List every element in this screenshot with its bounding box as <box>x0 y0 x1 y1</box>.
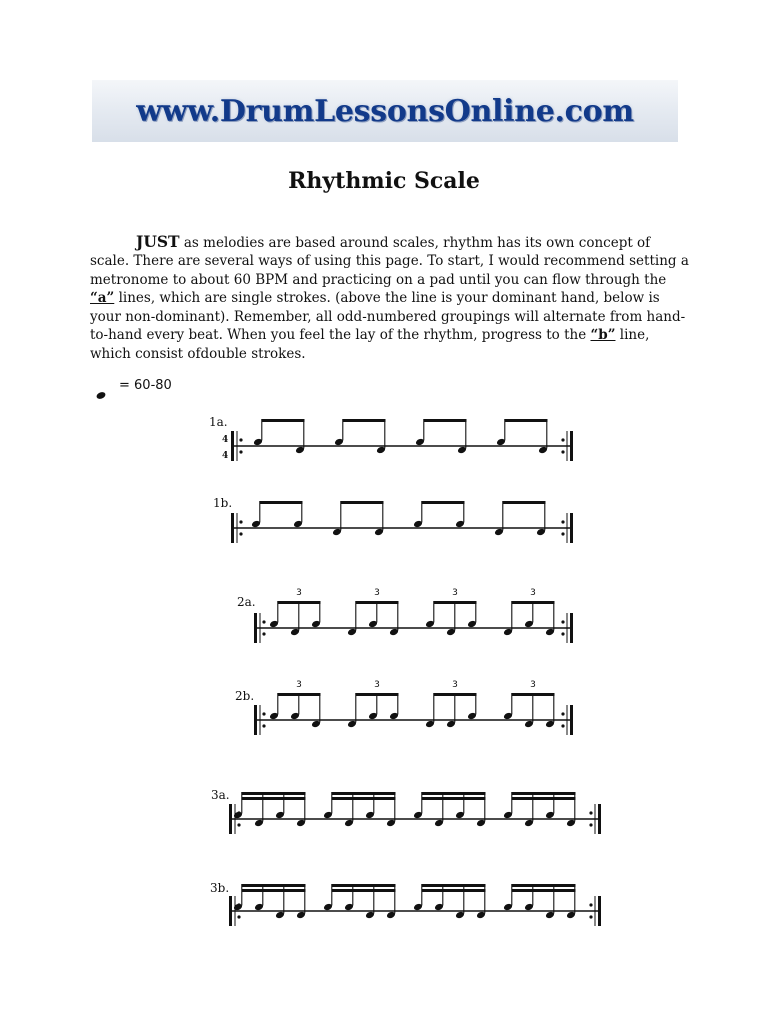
repeat-end-thick-bar <box>570 705 573 735</box>
tuplet-number: 3 <box>530 588 536 598</box>
beam <box>343 419 386 422</box>
beam <box>242 889 306 892</box>
repeat-dot <box>561 712 564 715</box>
repeat-dot <box>589 823 592 826</box>
repeat-start-thick-bar <box>231 513 234 543</box>
beam <box>512 797 576 800</box>
repeat-dot <box>589 811 592 814</box>
tuplet-number: 3 <box>452 680 458 690</box>
beam <box>512 693 555 696</box>
tuplet-number: 3 <box>296 588 302 598</box>
beam <box>332 797 396 800</box>
beam <box>505 419 548 422</box>
beam <box>262 419 305 422</box>
intro-key-b: “b” <box>590 327 616 343</box>
beam <box>422 884 486 887</box>
tuplet-number: 3 <box>452 588 458 598</box>
page-title: Rhythmic Scale <box>288 168 480 194</box>
beam <box>332 884 396 887</box>
repeat-start-thick-bar <box>254 613 257 643</box>
repeat-end-thick-bar <box>598 896 601 926</box>
tuplet-number: 3 <box>374 588 380 598</box>
exercise-label: 3b. <box>210 881 230 895</box>
beam <box>242 792 306 795</box>
repeat-dot <box>561 632 564 635</box>
beam <box>422 501 465 504</box>
repeat-dot <box>239 532 242 535</box>
exercise-label: 3a. <box>211 788 230 802</box>
intro-text-part3: line, which consist ofdouble strokes. <box>90 327 650 362</box>
beam <box>422 889 486 892</box>
beam <box>512 889 576 892</box>
beam <box>332 889 396 892</box>
repeat-dot <box>237 915 240 918</box>
beam <box>434 601 477 604</box>
beam <box>512 884 576 887</box>
repeat-dot <box>561 532 564 535</box>
repeat-end-thick-bar <box>570 513 573 543</box>
repeat-start-thick-bar <box>254 705 257 735</box>
repeat-end-thick-bar <box>598 804 601 834</box>
repeat-dot <box>262 632 265 635</box>
beam <box>422 792 486 795</box>
intro-text-part1: as melodies are based around scales, rhythm has its own concept of scale. There are several ways of using this page. To start, I would recommend setting a metronome to about 60 BPM and practicing on a pad until you can flow through the <box>90 234 689 288</box>
beam <box>356 693 399 696</box>
intro-lead: JUST <box>136 231 180 251</box>
tempo-text: = 60-80 <box>119 378 172 393</box>
repeat-dot <box>561 620 564 623</box>
time-signature-top: 4 <box>222 435 229 445</box>
exercise-label: 2a. <box>237 595 256 609</box>
beam <box>424 419 467 422</box>
tuplet-number: 3 <box>296 680 302 690</box>
beam <box>434 693 477 696</box>
beam <box>503 501 546 504</box>
beam <box>356 601 399 604</box>
repeat-dot <box>262 724 265 727</box>
beam <box>242 884 306 887</box>
beam <box>422 797 486 800</box>
tuplet-number: 3 <box>374 680 380 690</box>
repeat-start-thick-bar <box>231 431 234 461</box>
repeat-end-thick-bar <box>570 613 573 643</box>
beam <box>512 601 555 604</box>
beam <box>242 797 306 800</box>
exercise-label: 1b. <box>213 496 233 510</box>
intro-key-a: “a” <box>90 290 115 306</box>
banner-text: www.DrumLessonsOnline.com <box>136 93 634 129</box>
repeat-dot <box>239 520 242 523</box>
beam <box>341 501 384 504</box>
repeat-start-thick-bar <box>229 896 232 926</box>
repeat-dot <box>561 450 564 453</box>
repeat-dot <box>561 724 564 727</box>
repeat-dot <box>589 903 592 906</box>
tuplet-number: 3 <box>530 680 536 690</box>
repeat-start-thick-bar <box>229 804 232 834</box>
exercise-label: 2b. <box>235 689 255 703</box>
repeat-dot <box>239 450 242 453</box>
exercise-label: 1a. <box>209 415 228 429</box>
repeat-end-thick-bar <box>570 431 573 461</box>
repeat-dot <box>262 620 265 623</box>
beam <box>512 792 576 795</box>
time-signature-bottom: 4 <box>222 451 229 461</box>
beam <box>278 601 321 604</box>
repeat-dot <box>262 712 265 715</box>
beam <box>278 693 321 696</box>
beam <box>332 792 396 795</box>
beam <box>260 501 303 504</box>
repeat-dot <box>561 520 564 523</box>
intro-text-part2: lines, which are single strokes. (above the line is your dominant hand, below is your non-dominant). Remember, all odd-numbered groupings will alternate from hand-to-hand every beat. When you feel the lay of the rhythm, progress to the <box>90 290 686 343</box>
repeat-dot <box>589 915 592 918</box>
repeat-dot <box>561 438 564 441</box>
repeat-dot <box>239 438 242 441</box>
repeat-dot <box>237 823 240 826</box>
